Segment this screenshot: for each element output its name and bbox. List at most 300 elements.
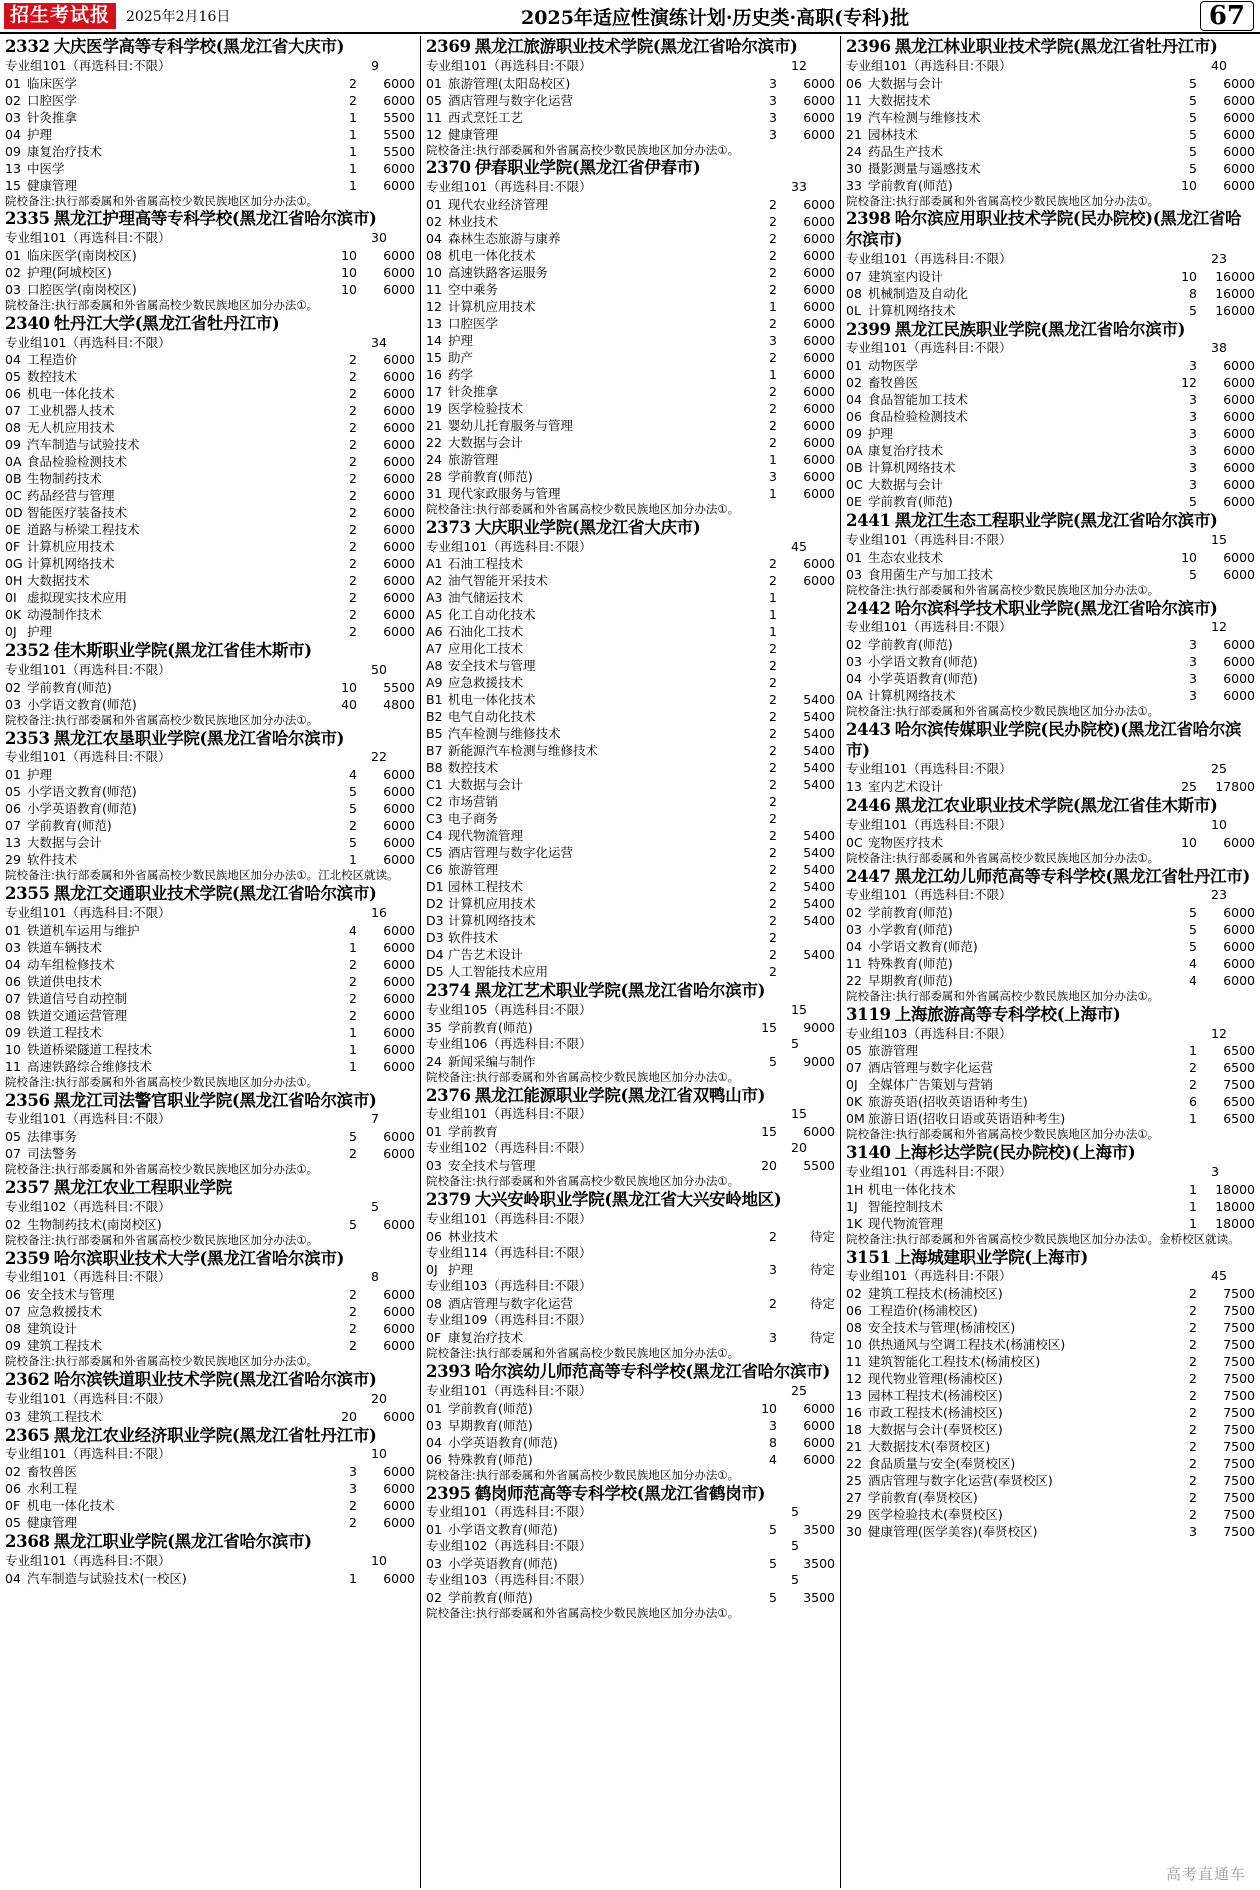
school-heading (846, 320, 1255, 341)
major-group-label: 专业组102（再选科目:不限） (426, 1538, 592, 1553)
major-code: 33 (846, 177, 862, 193)
school-heading (426, 1086, 835, 1107)
major-tuition-fee: 5400 (803, 709, 835, 725)
major-plan-count: 2 (769, 230, 777, 246)
major-group-label: 专业组101（再选科目:不限） (5, 1111, 171, 1127)
major-name: 全媒体广告策划与营销 (868, 1077, 994, 1093)
major-name: 汽车制造与试验技术(一校区) (27, 1570, 187, 1586)
major-tuition-fee (777, 929, 835, 946)
major-group-row (5, 1553, 415, 1570)
major-name: 小学英语教育(师范) (448, 1434, 558, 1450)
major-plan-count: 1 (349, 1058, 357, 1074)
major-code: 08 (426, 247, 442, 263)
major-name: 汽车制造与试验技术 (27, 437, 140, 453)
major-name: 学前教育(师范) (868, 177, 953, 193)
major-plan-count: 2 (349, 92, 357, 108)
major-tuition-fee: 6000 (383, 767, 415, 783)
major-row (5, 1408, 415, 1425)
major-code: 02 (5, 264, 21, 280)
major-tuition-fee: 6000 (803, 573, 835, 589)
major-group-plan-count: 10 (371, 1446, 387, 1462)
major-row (5, 555, 415, 572)
major-name: 高速铁路客运服务 (448, 264, 549, 280)
major-name: 计算机网络技术 (27, 556, 115, 572)
major-name: 司法警务 (27, 1146, 78, 1162)
major-code: 0B (5, 471, 22, 487)
major-tuition-fee: 7500 (1223, 1286, 1255, 1302)
major-plan-count: 2 (1189, 1388, 1197, 1404)
major-plan-count: 5 (1189, 143, 1197, 159)
major-code: 31 (426, 485, 442, 501)
major-tuition-fee: 6000 (1223, 654, 1255, 669)
major-name: 市政工程技术(杨浦校区) (868, 1405, 1003, 1421)
major-tuition-fee: 6500 (1223, 1043, 1255, 1059)
major-code: 03 (846, 654, 862, 669)
major-code: 35 (426, 1019, 442, 1035)
major-code: 06 (426, 1228, 442, 1244)
major-code: 05 (5, 1515, 21, 1530)
major-name: 口腔医学(南岗校区) (27, 281, 137, 297)
major-tuition-fee: 6000 (383, 1007, 415, 1023)
major-plan-count: 2 (769, 281, 777, 297)
school-code: 2398 (846, 209, 891, 229)
major-tuition-fee: 6000 (383, 420, 415, 436)
major-group-label: 专业组102（再选科目:不限） (426, 1140, 592, 1156)
school-note: 院校备注:执行部委属和外省属高校少数民族地区加分办法①。 (846, 850, 1160, 865)
major-code: 02 (426, 213, 442, 229)
major-code: A9 (426, 675, 443, 691)
major-tuition-fee: 6500 (1223, 1111, 1255, 1127)
major-name: 针灸推拿 (27, 109, 78, 125)
major-tuition-fee: 6000 (1223, 443, 1255, 459)
major-name: 计算机应用技术 (448, 896, 536, 912)
major-group-plan-count: 30 (371, 230, 387, 246)
major-code: 07 (5, 1146, 21, 1162)
major-code: 24 (426, 1053, 442, 1069)
major-name: 计算机应用技术 (448, 298, 536, 314)
major-plan-count: 3 (1189, 460, 1197, 476)
major-name: 学前教育(师范) (27, 818, 112, 834)
major-row (846, 1472, 1255, 1489)
major-group-row (426, 1211, 835, 1228)
major-group-label: 专业组101（再选科目:不限） (846, 619, 1012, 635)
school-name: 大兴安岭职业学院(黑龙江省大兴安岭地区) (474, 1190, 782, 1209)
major-row (5, 75, 415, 92)
major-name: 旅游日语(招收日语或英语语种考生) (868, 1111, 1066, 1127)
major-plan-count: 3 (1189, 426, 1197, 442)
major-name: 宠物医疗技术 (868, 834, 944, 850)
major-name: 口腔医学 (448, 315, 499, 331)
major-code: 24 (426, 451, 442, 467)
major-group-row (426, 1002, 835, 1019)
major-row (426, 878, 835, 895)
major-code: 01 (5, 922, 21, 938)
major-plan-count: 4 (1189, 973, 1197, 988)
major-plan-count: 2 (769, 828, 777, 844)
listing-column (840, 36, 1260, 1888)
major-row (5, 800, 415, 817)
major-tuition-fee: 3500 (803, 1522, 835, 1537)
major-row (5, 817, 415, 834)
major-code: 06 (846, 1303, 862, 1319)
major-name: 护理 (448, 1262, 474, 1278)
major-code: 01 (426, 75, 442, 91)
school-code: 2399 (846, 319, 891, 339)
major-row (5, 834, 415, 851)
major-row (426, 126, 835, 143)
major-tuition-fee: 6000 (383, 556, 415, 572)
major-group-plan-count (791, 1211, 835, 1228)
major-row (846, 1319, 1255, 1336)
school-name: 黑龙江职业学院(黑龙江省哈尔滨市) (53, 1532, 312, 1551)
major-group-row (426, 1245, 835, 1262)
major-group-plan-count: 25 (1211, 761, 1227, 777)
major-plan-count: 3 (349, 1464, 357, 1479)
major-code: 0F (5, 539, 21, 555)
major-code: 08 (5, 1321, 21, 1337)
major-tuition-fee: 7500 (1223, 1337, 1255, 1353)
major-name: 室内艺术设计 (868, 779, 944, 795)
major-tuition-fee: 6000 (383, 1321, 415, 1337)
major-code: 13 (846, 1388, 862, 1404)
major-tuition-fee (777, 657, 835, 674)
major-group-label: 专业组101（再选科目:不限） (426, 1382, 592, 1398)
major-name: 医学检验技术(奉贤校区) (868, 1507, 1003, 1523)
major-row (5, 385, 415, 402)
major-row (846, 442, 1255, 459)
major-group-label: 专业组101（再选科目:不限） (426, 1106, 592, 1122)
major-row (5, 623, 415, 640)
major-name: 广告艺术设计 (448, 947, 524, 963)
major-name: 畜牧兽医 (27, 1464, 78, 1479)
major-row (5, 368, 415, 385)
major-code: D3 (426, 913, 444, 929)
major-plan-count: 2 (1189, 1456, 1197, 1472)
major-plan-count: 3 (1189, 409, 1197, 425)
major-plan-count: 2 (769, 1228, 777, 1244)
major-tuition-fee: 待定 (809, 1262, 835, 1278)
major-code: B8 (426, 760, 443, 776)
major-tuition-fee: 6000 (803, 1400, 835, 1416)
major-name: 健康管理(医学美容)(奉贤校区) (868, 1524, 1038, 1540)
major-code: 05 (5, 1129, 21, 1145)
major-group-label: 专业组101（再选科目:不限） (5, 1446, 171, 1462)
major-name: 中医学 (27, 160, 65, 176)
major-row (426, 281, 835, 298)
major-name: 大数据与会计 (448, 777, 524, 793)
major-name: 智能控制技术 (868, 1198, 944, 1214)
major-code: A7 (426, 641, 443, 657)
major-code: 01 (846, 358, 862, 374)
major-name: 食品检验检测技术 (27, 454, 128, 470)
major-name: 护理 (27, 767, 53, 783)
major-tuition-fee: 6000 (1223, 688, 1255, 703)
major-code: 02 (846, 375, 862, 391)
major-plan-count: 2 (769, 196, 777, 212)
school-heading (426, 1362, 835, 1383)
major-plan-count: 2 (769, 349, 777, 365)
major-name: 大数据与会计 (868, 477, 944, 493)
major-tuition-fee: 6000 (383, 386, 415, 402)
major-row (426, 1228, 835, 1245)
major-tuition-fee: 6000 (383, 369, 415, 385)
major-code: 0A (846, 443, 863, 459)
major-code: 08 (5, 1007, 21, 1023)
major-name: 油气储运技术 (448, 590, 524, 606)
major-row (426, 1053, 835, 1070)
major-name: 化工自动化技术 (448, 607, 536, 623)
major-plan-count: 2 (349, 818, 357, 834)
school-note: 院校备注:执行部委属和外省属高校少数民族地区加分办法①。 (846, 989, 1160, 1003)
major-group-row (5, 1199, 415, 1216)
major-plan-count: 2 (349, 1321, 357, 1337)
major-tuition-fee: 6000 (383, 1570, 415, 1586)
major-code: 02 (846, 637, 862, 652)
major-plan-count: 2 (1189, 1320, 1197, 1336)
school-note: 院校备注:执行部委属和外省属高校少数民族地区加分办法①。 (426, 142, 740, 157)
major-plan-count: 2 (349, 1146, 357, 1162)
major-code: C4 (426, 828, 443, 844)
major-row (846, 549, 1255, 566)
major-name: 林业技术 (448, 1228, 499, 1244)
major-name: 铁道桥梁隧道工程技术 (27, 1041, 153, 1057)
major-code: 0A (5, 454, 22, 470)
school-heading (5, 729, 415, 750)
major-row (5, 1128, 415, 1145)
major-plan-count: 2 (769, 896, 777, 912)
major-row (846, 1336, 1255, 1353)
major-plan-count: 5 (1189, 494, 1197, 510)
major-tuition-fee: 6000 (383, 92, 415, 108)
major-row (5, 351, 415, 368)
major-tuition-fee: 7500 (1223, 1371, 1255, 1387)
major-name: 新闻采编与制作 (448, 1053, 536, 1069)
major-tuition-fee: 6000 (383, 1498, 415, 1513)
major-group-label: 专业组101（再选科目:不限） (846, 531, 1012, 547)
major-name: 小学语文教育(师范) (868, 654, 978, 669)
major-row (846, 425, 1255, 442)
major-tuition-fee: 6000 (803, 485, 835, 501)
major-plan-count: 1 (769, 366, 777, 382)
major-code: 03 (426, 1417, 442, 1433)
school-name: 上海城建职业学院(上海市) (894, 1247, 1088, 1267)
major-tuition-fee: 6000 (383, 1304, 415, 1320)
major-plan-count: 10 (1181, 177, 1197, 193)
major-tuition-fee: 6000 (383, 247, 415, 263)
school-heading (846, 599, 1255, 620)
major-group-row (5, 662, 415, 679)
major-code: A1 (426, 556, 443, 572)
school-code: 2443 (846, 719, 891, 739)
major-plan-count: 1 (1189, 1111, 1197, 1127)
school-heading (5, 37, 415, 58)
major-code: 05 (426, 92, 442, 108)
major-group-plan-count (791, 1245, 835, 1262)
major-row (5, 247, 415, 264)
major-group-plan-count: 5 (791, 1538, 799, 1553)
major-code: 10 (426, 264, 442, 280)
major-row (5, 956, 415, 973)
major-code: 11 (846, 92, 862, 108)
major-code: 06 (5, 386, 21, 402)
school-heading (426, 158, 835, 179)
major-name: 园林技术 (868, 126, 919, 142)
major-tuition-fee: 6000 (383, 1481, 415, 1496)
major-code: 09 (5, 1338, 21, 1354)
major-name: 康复治疗技术 (868, 443, 944, 459)
school-heading (426, 518, 835, 539)
major-group-label: 专业组106（再选科目:不限） (426, 1035, 592, 1051)
major-group-row (5, 230, 415, 247)
major-plan-count: 2 (769, 264, 777, 280)
major-code: C6 (426, 862, 443, 878)
major-group-plan-count: 12 (1211, 1025, 1227, 1041)
major-plan-count: 2 (1189, 1439, 1197, 1455)
school-code: 2396 (846, 37, 891, 56)
major-name: 早期教育(师范) (868, 973, 953, 988)
major-plan-count: 2 (769, 573, 777, 589)
major-code: 0C (846, 834, 863, 850)
major-tuition-fee: 9000 (803, 1019, 835, 1035)
major-tuition-fee: 6000 (803, 451, 835, 467)
major-plan-count: 2 (769, 315, 777, 331)
major-row (846, 143, 1255, 160)
major-group-label: 专业组101（再选科目:不限） (846, 1268, 1012, 1284)
major-code: 0C (846, 477, 863, 493)
major-plan-count: 2 (769, 777, 777, 793)
major-tuition-fee: 6000 (1223, 566, 1255, 582)
school-heading (5, 1532, 415, 1553)
school-note: 院校备注:执行部委属和外省属高校少数民族地区加分办法①。 (846, 704, 1160, 718)
major-code: 01 (426, 1400, 442, 1416)
major-name: 应用化工技术 (448, 641, 524, 657)
major-plan-count: 1 (349, 143, 357, 159)
major-row (5, 521, 415, 538)
major-name: 健康管理 (27, 1515, 78, 1530)
school-code: 2357 (5, 1178, 50, 1198)
school-heading (5, 1370, 415, 1391)
major-row (5, 436, 415, 453)
major-code: 13 (5, 160, 21, 176)
school-code: 2447 (846, 866, 891, 886)
major-plan-count: 1 (1189, 1043, 1197, 1059)
major-row (426, 1123, 835, 1140)
major-group-plan-count: 50 (371, 662, 387, 677)
major-code: 05 (5, 369, 21, 385)
major-row (426, 332, 835, 349)
major-name: 酒店管理与数字化运营(奉贤校区) (868, 1473, 1053, 1489)
major-name: 现代物业管理(杨浦校区) (868, 1371, 1003, 1387)
major-name: 大数据技术 (868, 92, 931, 108)
major-group-row (5, 1111, 415, 1128)
major-code: C1 (426, 777, 443, 793)
major-group-label: 专业组101（再选科目:不限） (5, 230, 171, 246)
major-group-row (846, 619, 1255, 636)
school-note: 院校备注:执行部委属和外省属高校少数民族地区加分办法①。 (426, 1605, 740, 1620)
school-note: 院校备注:执行部委属和外省属高校少数民族地区加分办法①。金桥校区就读。 (846, 1231, 1240, 1246)
major-plan-count: 2 (349, 505, 357, 521)
major-plan-count: 5 (349, 1216, 357, 1232)
major-code: 29 (846, 1507, 862, 1523)
major-row (846, 459, 1255, 476)
major-tuition-fee: 6000 (803, 298, 835, 314)
major-name: 大数据与会计(奉贤校区) (868, 1422, 1003, 1438)
major-code: 03 (846, 566, 862, 582)
listing-column (420, 36, 840, 1888)
major-row (426, 929, 835, 946)
school-code: 2335 (5, 209, 50, 229)
major-group-row (846, 817, 1255, 834)
school-note: 院校备注:执行部委属和外省属高校少数民族地区加分办法①。 (5, 297, 319, 312)
major-row (426, 895, 835, 912)
major-tuition-fee: 6000 (1223, 92, 1255, 108)
major-row (426, 298, 835, 315)
major-tuition-fee: 6000 (383, 522, 415, 538)
major-name: 学前教育(师范) (448, 1400, 533, 1416)
major-name: 临床医学(南岗校区) (27, 247, 137, 263)
major-group-row (426, 1106, 835, 1123)
major-name: 酒店管理与数字化运营 (448, 1296, 574, 1312)
school-code: 2368 (5, 1532, 50, 1551)
school-heading (5, 314, 415, 335)
major-tuition-fee: 6000 (803, 1417, 835, 1433)
major-group-label: 专业组102（再选科目:不限） (5, 1198, 171, 1214)
major-tuition-fee: 6000 (1223, 143, 1255, 159)
major-tuition-fee: 6000 (1223, 922, 1255, 937)
major-tuition-fee (777, 793, 835, 810)
major-code: D3 (426, 930, 444, 946)
major-code: B7 (426, 743, 443, 759)
major-name: 铁道信号自动控制 (27, 990, 128, 1006)
school-note: 院校备注:执行部委属和外省属高校少数民族地区加分办法①。 (846, 193, 1160, 208)
major-tuition-fee: 6000 (1223, 939, 1255, 954)
major-name: 机电一体化技术 (448, 247, 536, 263)
school-code: 2376 (426, 1085, 471, 1105)
major-plan-count: 5 (349, 784, 357, 800)
major-plan-count: 10 (761, 1400, 777, 1416)
major-tuition-fee (777, 963, 835, 980)
major-row (426, 434, 835, 451)
major-group-row (846, 340, 1255, 357)
major-tuition-fee: 6000 (383, 454, 415, 470)
major-code: B5 (426, 726, 443, 742)
major-name: 药品生产技术 (868, 143, 944, 159)
major-tuition-fee: 6000 (1223, 637, 1255, 652)
major-code: A5 (426, 607, 443, 623)
school-code: 2362 (5, 1370, 50, 1389)
major-tuition-fee: 5500 (383, 679, 415, 695)
major-plan-count: 5 (1189, 566, 1197, 582)
major-row (426, 725, 835, 742)
school-heading (5, 1249, 415, 1270)
major-plan-count: 10 (341, 281, 357, 297)
major-row (426, 1261, 835, 1278)
major-tuition-fee: 16000 (1215, 268, 1255, 284)
major-code: 18 (846, 1422, 862, 1438)
major-name: 康复治疗技术 (27, 143, 103, 159)
major-group-row (846, 532, 1255, 549)
major-row (5, 453, 415, 470)
school-name: 哈尔滨铁道职业技术学院(黑龙江省哈尔滨市) (53, 1370, 377, 1389)
major-tuition-fee: 6000 (1223, 126, 1255, 142)
major-plan-count: 5 (1189, 160, 1197, 176)
major-code: 01 (5, 75, 21, 91)
major-tuition-fee: 6000 (803, 281, 835, 297)
major-tuition-fee: 待定 (809, 1330, 835, 1346)
major-code: 0H (5, 573, 23, 589)
major-tuition-fee: 5400 (803, 896, 835, 912)
major-name: 食品智能加工技术 (868, 392, 969, 408)
